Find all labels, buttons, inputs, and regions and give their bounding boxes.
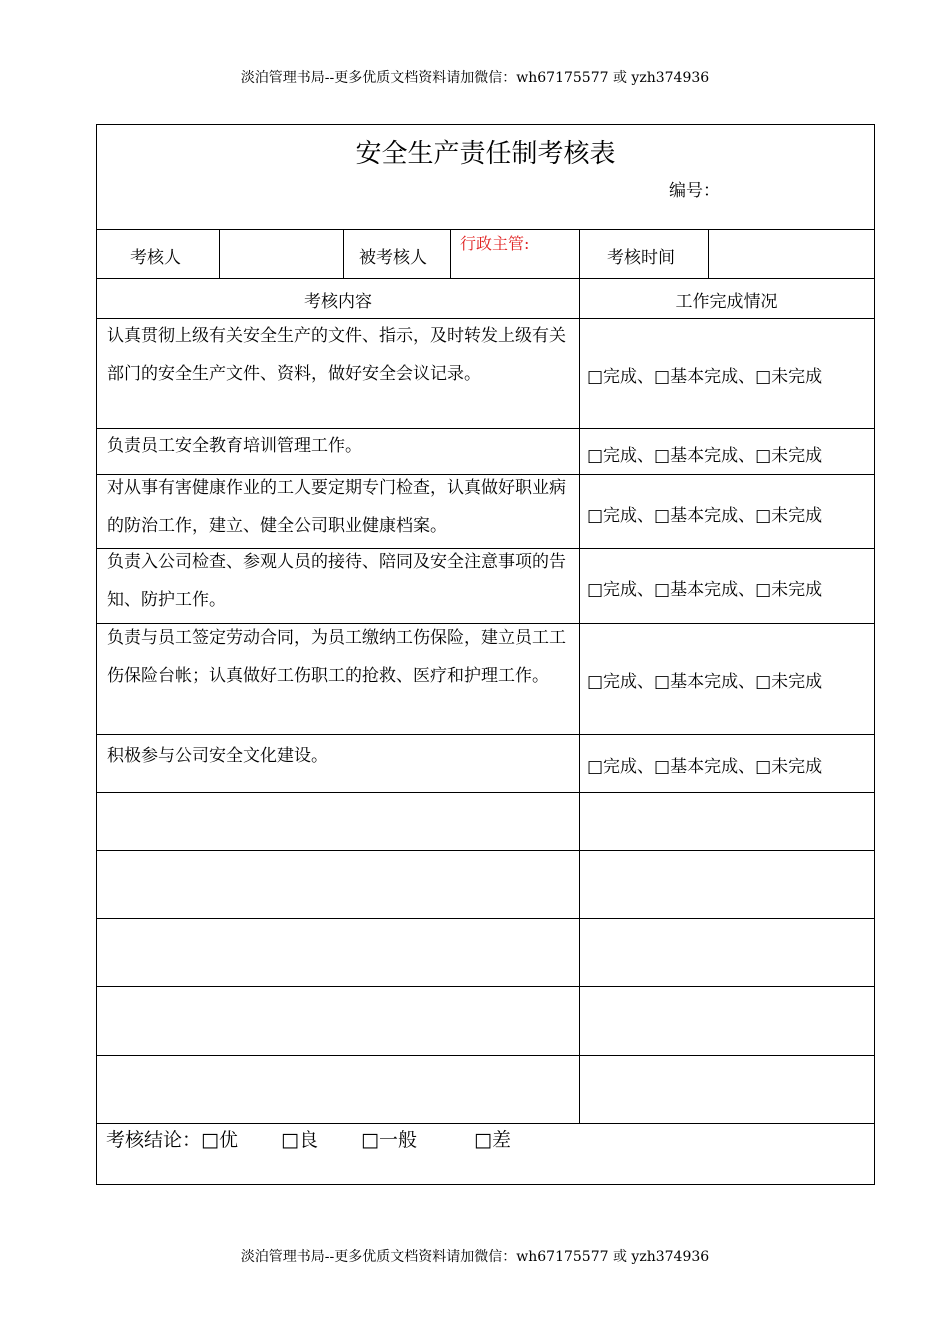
title-block — [97, 125, 874, 229]
conclusion-label: 考核结论： — [106, 1129, 202, 1151]
divider — [97, 850, 874, 851]
item-status: □完成、□基本完成、□未完成 — [587, 367, 823, 387]
assessment-form — [96, 124, 875, 1185]
divider — [97, 1055, 874, 1056]
examinee-label: 被考核人 — [359, 248, 427, 268]
status-column-header: 工作完成情况 — [675, 292, 778, 312]
item-content: 认真贯彻上级有关安全生产的文件、指示，及时转发上级有关部门的安全生产文件、资料，做好安全会议记录。 — [107, 326, 566, 384]
item-content: 负责入公司检查、参观人员的接待、陪同及安全注意事项的告知、防护工作。 — [107, 552, 566, 610]
conclusion-option-poor[interactable]: □差 — [474, 1129, 511, 1151]
item-status: □完成、□基本完成、□未完成 — [587, 506, 823, 526]
conclusion-option-excellent[interactable]: □优 — [201, 1129, 238, 1151]
item-content: 负责员工安全教育培训管理工作。 — [107, 436, 362, 456]
divider — [579, 229, 580, 1123]
content-column-header: 考核内容 — [304, 292, 372, 312]
divider — [450, 229, 451, 278]
divider — [97, 229, 874, 230]
item-content: 负责与员工签定劳动合同，为员工缴纳工伤保险，建立员工工伤保险台帐；认真做好工伤职工的抢救、医疗和护理工作。 — [107, 628, 566, 686]
item-status: □完成、□基本完成、□未完成 — [587, 672, 823, 692]
divider — [97, 734, 874, 735]
divider — [97, 918, 874, 919]
item-status: □完成、□基本完成、□未完成 — [587, 757, 823, 777]
item-content: 积极参与公司安全文化建设。 — [107, 746, 328, 766]
divider — [343, 229, 344, 278]
divider — [219, 229, 220, 278]
divider — [97, 792, 874, 793]
divider — [708, 229, 709, 278]
form-title: 安全生产责任制考核表 — [355, 139, 616, 169]
page-header-text: 淡泊管理书局--更多优质文档资料请加微信：wh67175577 或 yzh374936 — [240, 70, 710, 86]
serial-number-label: 编号： — [669, 181, 720, 201]
divider — [97, 1123, 874, 1124]
divider — [97, 986, 874, 987]
item-content: 对从事有害健康作业的工人要定期专门检查，认真做好职业病的防治工作，建立、健全公司职业健康档案。 — [107, 478, 566, 536]
conclusion-row — [106, 1125, 511, 1152]
divider — [97, 278, 874, 279]
item-status: □完成、□基本完成、□未完成 — [587, 580, 823, 600]
examinee-value: 行政主管: — [460, 234, 530, 253]
assessment-time-label: 考核时间 — [607, 248, 675, 268]
page-footer-text: 淡泊管理书局--更多优质文档资料请加微信：wh67175577 或 yzh374936 — [240, 1249, 710, 1265]
conclusion-option-good[interactable]: □良 — [281, 1129, 318, 1151]
conclusion-option-average[interactable]: □一般 — [361, 1129, 417, 1151]
item-status: □完成、□基本完成、□未完成 — [587, 446, 823, 466]
examiner-label: 考核人 — [130, 248, 181, 268]
